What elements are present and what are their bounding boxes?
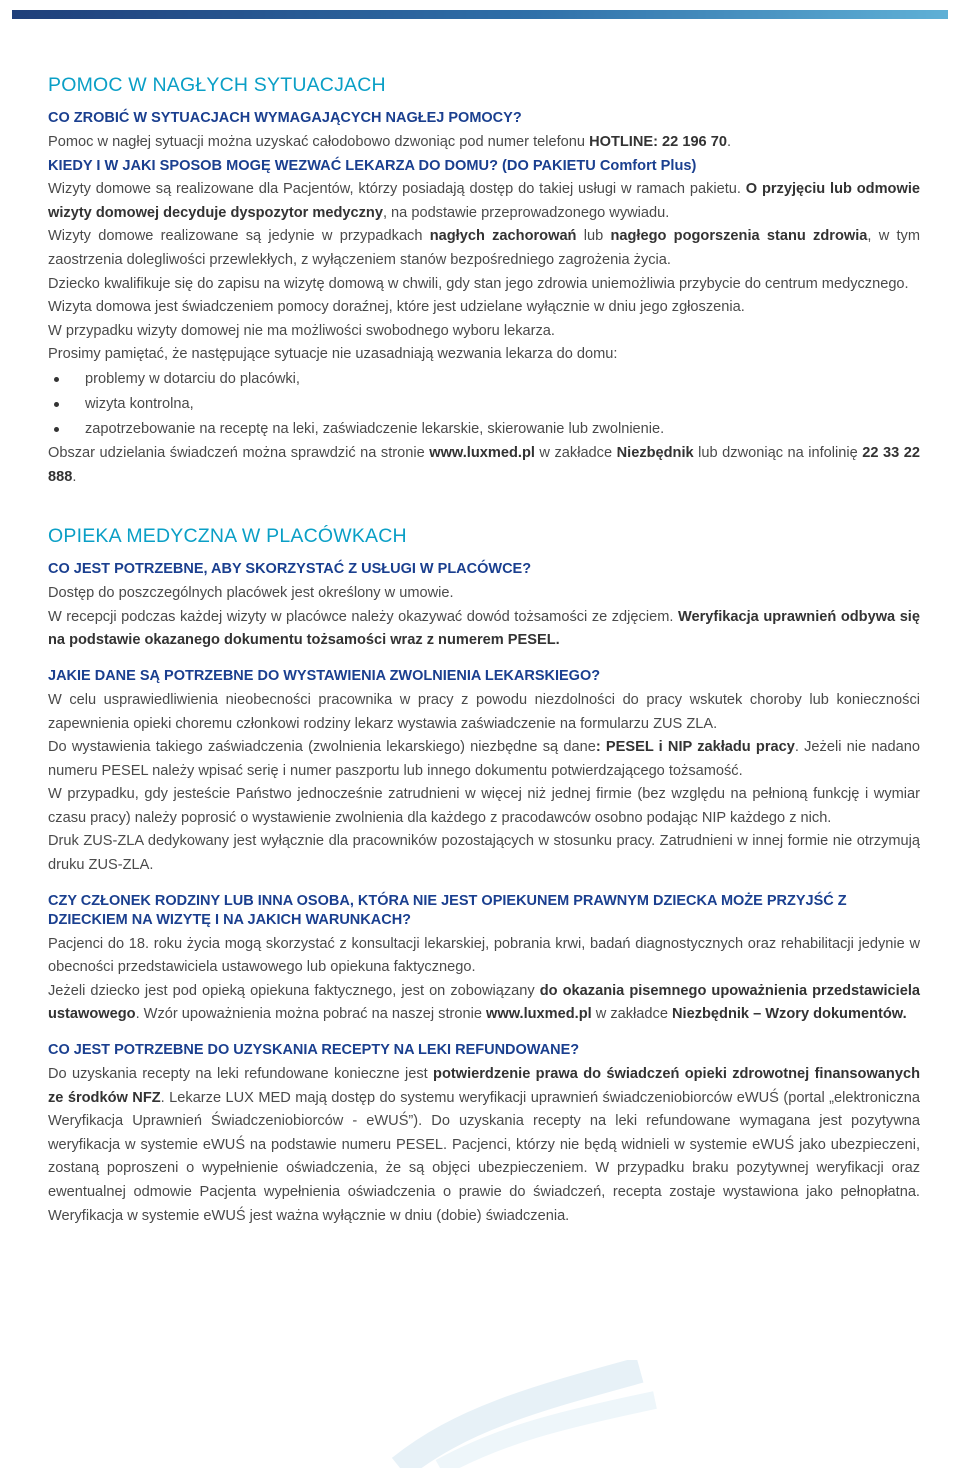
paragraph-home-visits: Wizyty domowe są realizowane dla Pacjentów, którzy posiadają dostęp do takiej usługi w ramach pakietu. O przyjęciu lub odmowie wizyty domowej decyduje dyspozytor medyczny, na podstawie przeprowadzonego wywiadu. bbox=[48, 181, 920, 221]
paragraph-service-area: Obszar udzielania świadczeń można sprawdzić na stronie www.luxmed.pl w zakładce Niezbędnik lub dzwoniąc na infolinię 22 33 22 888. bbox=[48, 444, 921, 485]
paragraph-no-choice: W przypadku wizyty domowej nie ma możliwości swobodnego wyboru lekarza. bbox=[48, 322, 555, 339]
bullet-icon bbox=[54, 427, 59, 432]
infoline-number: 22 33 22 888 bbox=[48, 444, 921, 485]
question-sick-leave: JAKIE DANE SĄ POTRZEBNE DO WYSTAWIENIA ZWOLNIENIA LEKARSKIEGO? bbox=[48, 667, 601, 684]
section-title-facilities: OPIEKA MEDYCZNA W PLACÓWKACH bbox=[48, 525, 407, 548]
paragraph-hotline: Pomoc w nagłej sytuacji można uzyskać całodobowo dzwoniąc pod numer telefonu HOTLINE: 22 196 70. bbox=[48, 134, 732, 150]
hotline-number: HOTLINE: 22 196 70 bbox=[589, 134, 727, 150]
question-family-member: CZY CZŁONEK RODZINY LUB INNA OSOBA, KTÓRA NIE JEST OPIEKUNEM PRAWNYM DZIECKA MOŻE PRZYJŚĆ Z DZIECKIEM NA WIZYTĘ I NA JAKICH WARUNKACH? bbox=[48, 892, 847, 928]
paragraph-same-day: Wizyta domowa jest świadczeniem pomocy doraźnej, które jest udzielane wyłącznie w dniu jego zgłoszenia. bbox=[48, 299, 745, 316]
paragraph-reminder: Prosimy pamiętać, że następujące sytuacje nie uzasadniają wezwania lekarza do domu: bbox=[48, 346, 618, 363]
paragraph-multiple-employers: W przypadku, gdy jesteście Państwo jednocześnie zatrudnieni w więcej niż jednej firmie (bez względu na pełnioną funkcję i wymiar czasu pracy) należy poprosić o wystawienie zwolnienia dla każdego z pracodawców osobno podając NIP każdego z nich. bbox=[48, 786, 920, 826]
paragraph-home-visit-cases: Wizyty domowe realizowane są jedynie w przypadkach nagłych zachorowań lub nagłego pogorszenia stanu zdrowia, w tym zaostrzenia dolegliwości przewlekłych, z wyłączeniem stanów bezpośredniego zagrożenia życia. bbox=[48, 228, 920, 268]
paragraph-child: Dziecko kwalifikuje się do zapisu na wizytę domową w chwili, gdy stan jego zdrowia uniemożliwia przybycie do centrum medycznego. bbox=[48, 275, 909, 292]
paragraph-sick-leave-data: Do wystawienia takiego zaświadczenia (zwolnienia lekarskiego) niezbędne są dane: PESEL i NIP zakładu pracy. Jeżeli nie nadano numeru PESEL należy wpisać serię i numer paszportu lub innego dokumentu potwierdzającego tożsamość. bbox=[48, 739, 921, 779]
list-item: problemy w dotarciu do placówki, bbox=[48, 367, 920, 392]
question-home-visit: KIEDY I W JAKI SPOSOB MOGĘ WEZWAĆ LEKARZA DO DOMU? (DO PAKIETU Comfort Plus) bbox=[48, 157, 697, 174]
question-facility-use: CO JEST POTRZEBNE, ABY SKORZYSTAĆ Z USŁUGI W PLACÓWCE? bbox=[48, 561, 532, 578]
paragraph-ewus: Do uzyskania recepty na leki refundowane konieczne jest potwierdzenie prawa do świadczeń opieki zdrowotnej finansowanych ze środków NFZ. Lekarze LUX MED mają dostęp do systemu weryfikacji uprawnień świadczeniobiorców eWUŚ (portal „elektroniczna Weryfikacja Uprawnień Świadczeniobiorców - eWUŚ”). Do uzyskania recepty na leki refundowane wymagana jest pozytywna weryfikacja w systemie eWUŚ na podstawie numeru PESEL. Pacjenci, którzy nie będą widnieli w systemie eWUŚ jako ubezpieczeni, zostaną poproszeni o wypełnienie oświadczenia, że są objęci ubezpieczeniem. W przypadku braku pozytywnej weryfikacji oraz ewentualnej odmowie Pacjenta wypełnienia oświadczenia o prawie do świadczeń, recepta zostaje wystawiona jako pełnopłatna. Weryfikacja w systemie eWUŚ jest ważna wyłącznie w dniu (dobie) świadczenia. bbox=[48, 1066, 920, 1224]
decorative-watermark bbox=[380, 1360, 660, 1468]
list-item: zapotrzebowanie na receptę na leki, zaświadczenie lekarskie, skierowanie lub zwolnienie. bbox=[48, 417, 920, 442]
section-facilities bbox=[48, 525, 920, 1228]
paragraph-access: Dostęp do poszczególnych placówek jest określony w umowie. bbox=[48, 585, 454, 602]
website-link[interactable]: www.luxmed.pl bbox=[486, 1006, 592, 1023]
paragraph-zus-zla: Druk ZUS-ZLA dedykowany jest wyłącznie dla pracowników pozostających w stosunku pracy. Zatrudnieni w innej formie nie otrzymują druku ZUS-ZLA. bbox=[48, 833, 920, 874]
paragraph-sick-leave: W celu usprawiedliwienia nieobecności pracownika w pracy z powodu niezdolności do pracy wskutek choroby lub konieczności zapewnienia opieki choremu członkowi rodziny lekarz wystawia zaświadczenie na formularzu ZUS ZLA. bbox=[48, 691, 920, 732]
question-emergency-help: CO ZROBIĆ W SYTUACJACH WYMAGAJĄCYCH NAGŁEJ POMOCY? bbox=[48, 110, 522, 126]
paragraph-id-check: W recepcji podczas każdej wizyty w placówce należy okazywać dowód tożsamości ze zdjęciem. Weryfikacja uprawnień odbywa się na podstawie okazanego dokumentu tożsamości wraz z numerem PESEL. bbox=[48, 608, 920, 649]
website-link[interactable]: www.luxmed.pl bbox=[429, 444, 535, 461]
paragraph-authorization: Jeżeli dziecko jest pod opieką opiekuna faktycznego, jest on zobowiązany do okazania pisemnego upoważnienia przedstawiciela ustawowego. Wzór upoważnienia można pobrać na naszej stronie www.luxmed.pl w zakładce Niezbędnik – Wzory dokumentów. bbox=[48, 982, 920, 1023]
section-title-emergency: POMOC W NAGŁYCH SYTUACJACH bbox=[48, 74, 386, 96]
bullet-icon bbox=[54, 377, 59, 382]
bullet-icon bbox=[54, 402, 59, 407]
document-body bbox=[48, 74, 920, 1228]
list-item: wizyta kontrolna, bbox=[48, 392, 920, 417]
header-gradient-bar bbox=[12, 10, 948, 19]
question-refunded-prescription: CO JEST POTRZEBNE DO UZYSKANIA RECEPTY NA LEKI REFUNDOWANE? bbox=[48, 1042, 580, 1059]
bullet-list bbox=[48, 367, 920, 442]
paragraph-minors: Pacjenci do 18. roku życia mogą skorzystać z konsultacji lekarskiej, pobrania krwi, badań diagnostycznych oraz rehabilitacji jedynie w obecności przedstawiciela ustawowego lub opiekuna faktycznego. bbox=[48, 935, 920, 976]
